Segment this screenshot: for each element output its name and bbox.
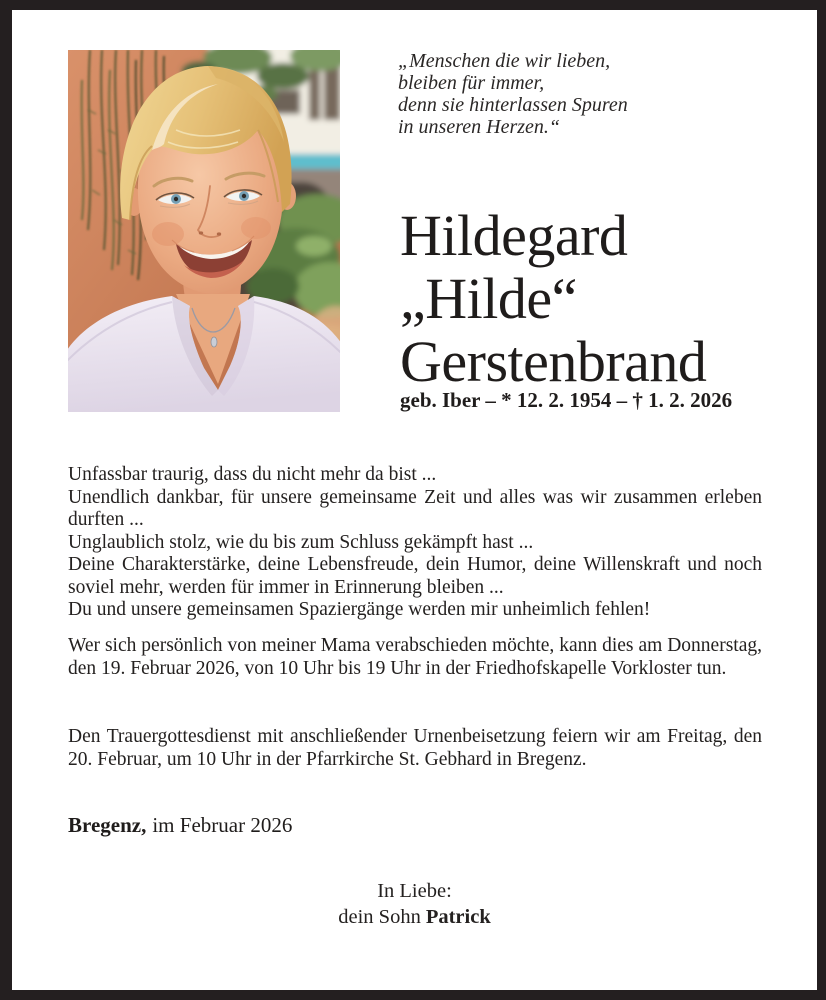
name-line: Gerstenbrand bbox=[400, 329, 707, 394]
visitation-paragraph: Wer sich persönlich von meiner Mama verabschieden möchte, kann dies am Donnerstag, den 19. Februar 2026, von 10 Uhr bis 19 Uhr in der Friedhofskapelle Vorkloster tun. bbox=[68, 635, 762, 679]
date-label: im Februar 2026 bbox=[152, 813, 293, 837]
life-dates: geb. Iber – * 12. 2. 1954 – † 1. 2. 2026 bbox=[400, 388, 733, 412]
quote-line: bleiben für immer, bbox=[398, 72, 545, 94]
memorial-line: Unglaublich stolz, wie du bis zum Schluss gekämpft hast ... bbox=[68, 531, 534, 553]
memorial-line: Deine Charakterstärke, deine Lebensfreude, dein Humor, deine Willenskraft und noch soviel mehr, werden für immer in Erinnerung bleiben ... bbox=[68, 554, 762, 598]
dateline bbox=[68, 813, 292, 837]
portrait-photo bbox=[68, 50, 340, 412]
memorial-line: Unfassbar traurig, dass du nicht mehr da bist ... bbox=[68, 464, 437, 485]
quote-line: „Menschen die wir lieben, bbox=[398, 50, 611, 72]
signature-name: Patrick bbox=[425, 905, 491, 928]
name-line: „Hilde“ bbox=[400, 266, 577, 331]
quote-line: in unseren Herzen.“ bbox=[398, 116, 561, 138]
memorial-text bbox=[68, 464, 762, 622]
closing-salutation: In Liebe: bbox=[377, 880, 452, 902]
memorial-card bbox=[12, 10, 817, 990]
service-paragraph: Den Trauergottesdienst mit anschließender Urnenbeisetzung feiern wir am Freitag, den 20. Februar, um 10 Uhr in der Pfarrkirche St. Gebhard in Bregenz. bbox=[68, 726, 762, 770]
quote-line: denn sie hinterlassen Spuren bbox=[398, 94, 628, 116]
closing bbox=[12, 879, 817, 930]
deceased-name bbox=[400, 204, 800, 393]
signature-prefix: dein Sohn bbox=[338, 905, 421, 928]
name-line: Hildegard bbox=[400, 203, 628, 268]
memorial-quote bbox=[398, 50, 728, 138]
portrait-illustration bbox=[68, 50, 340, 412]
closing-signature bbox=[12, 905, 817, 931]
memorial-line: Du und unsere gemeinsamen Spaziergänge werden mir unheimlich fehlen! bbox=[68, 599, 651, 620]
memorial-line: Unendlich dankbar, für unsere gemeinsame Zeit und alles was wir zusammen erleben durften ... bbox=[68, 486, 762, 530]
city-label: Bregenz, bbox=[68, 813, 147, 837]
